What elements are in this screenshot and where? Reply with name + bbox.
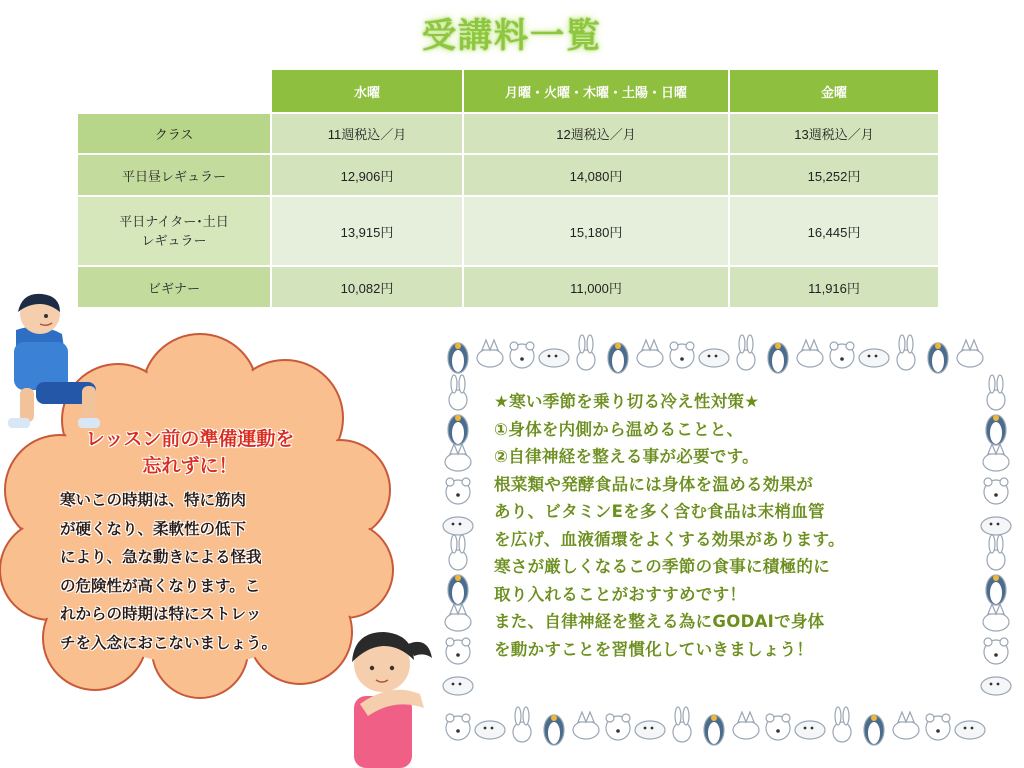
column-header-wednesday: 水曜 <box>271 69 463 113</box>
arctic-fox-icon <box>983 444 1009 471</box>
seal-icon <box>981 517 1011 535</box>
table-corner <box>77 69 271 113</box>
rabbit-icon <box>987 375 1005 410</box>
polar-bear-icon <box>926 714 950 740</box>
penguin-icon <box>608 343 628 373</box>
table-cell: 15,252円 <box>729 154 939 196</box>
polar-bear-icon <box>670 342 694 368</box>
table-cell: 12,906円 <box>271 154 463 196</box>
penguin-icon <box>448 575 468 605</box>
penguin-icon <box>704 715 724 745</box>
arctic-fox-icon <box>797 340 823 367</box>
penguin-icon <box>986 415 1006 445</box>
arctic-fox-icon <box>957 340 983 367</box>
seal-icon <box>635 721 665 739</box>
rabbit-icon <box>449 375 467 410</box>
rabbit-icon <box>449 535 467 570</box>
polar-bear-icon <box>446 638 470 664</box>
row-label-weekday-daytime-regular: 平日昼レギュラー <box>77 154 271 196</box>
penguin-icon <box>544 715 564 745</box>
polar-bear-icon <box>446 714 470 740</box>
seal-icon <box>443 677 473 695</box>
row-label-night-weekend-regular: 平日ナイター･土日 レギュラー <box>77 196 271 266</box>
table-class-row <box>77 113 939 154</box>
girl-stretching-illustration <box>330 618 440 768</box>
table-cell: 14,080円 <box>463 154 729 196</box>
table-cell: 11週税込／月 <box>271 113 463 154</box>
seal-icon <box>955 721 985 739</box>
table-cell: 13週税込／月 <box>729 113 939 154</box>
penguin-icon <box>864 715 884 745</box>
penguin-icon <box>768 343 788 373</box>
arctic-fox-icon <box>573 712 599 739</box>
seal-icon <box>859 349 889 367</box>
arctic-fox-icon <box>983 604 1009 631</box>
arctic-fox-icon <box>445 604 471 631</box>
arctic-fox-icon <box>637 340 663 367</box>
seal-icon <box>443 517 473 535</box>
seal-icon <box>699 349 729 367</box>
seal-icon <box>981 677 1011 695</box>
polar-bear-icon <box>984 478 1008 504</box>
arctic-fox-icon <box>733 712 759 739</box>
penguin-icon <box>448 343 468 373</box>
polar-bear-icon <box>766 714 790 740</box>
column-header-friday: 金曜 <box>729 69 939 113</box>
polar-bear-icon <box>830 342 854 368</box>
rabbit-icon <box>737 335 755 370</box>
arctic-fox-icon <box>445 444 471 471</box>
table-row <box>77 154 939 196</box>
table-cell: 15,180円 <box>463 196 729 266</box>
rabbit-icon <box>833 707 851 742</box>
table-cell: 12週税込／月 <box>463 113 729 154</box>
fee-table <box>76 68 940 309</box>
table-cell: 16,445円 <box>729 196 939 266</box>
penguin-icon <box>928 343 948 373</box>
seal-icon <box>475 721 505 739</box>
table-header-row <box>77 69 939 113</box>
page-title: 受講料一覧 <box>422 16 602 56</box>
polar-bear-icon <box>606 714 630 740</box>
table-row <box>77 196 939 266</box>
row-label-beginner: ビギナー <box>77 266 271 308</box>
arctic-fox-icon <box>477 340 503 367</box>
penguin-icon <box>448 415 468 445</box>
warning-title: レッスン前の準備運動を 忘れずに！ <box>85 428 295 477</box>
cold-weather-tips-text: ★寒い季節を乗り切る冷え性対策★ ①身体を内側から温めることと、 ②自律神経を整える事が必要です。 根菜類や発酵食品には身体を温める効果が あり、ビタミンEを多く含む食品は末梢血管 を広げ、血液循環をよくする効果があります。 寒さが厳しくなるこの季節の食事に積極的に 取り入れることがおすすめです！ また、自律神経を整える為にGODAIで身体 を動かすことを習慣化していきましょう！ <box>494 392 845 659</box>
column-header-mon-tue-thu-sat-sun: 月曜・火曜・木曜・土陽・日曜 <box>463 69 729 113</box>
table-cell: 11,916円 <box>729 266 939 308</box>
polar-bear-icon <box>510 342 534 368</box>
seal-icon <box>539 349 569 367</box>
table-cell: 10,082円 <box>271 266 463 308</box>
seal-icon <box>795 721 825 739</box>
polar-bear-icon <box>984 638 1008 664</box>
rabbit-icon <box>987 535 1005 570</box>
warning-body: 寒いこの時期は、特に筋肉 が硬くなり、柔軟性の低下 により、急な動きによる怪我 の危険性が高くなります。こ れからの時期は特にストレッ チを入念におこないましょう。 <box>60 491 278 652</box>
rabbit-icon <box>513 707 531 742</box>
penguin-icon <box>986 575 1006 605</box>
rabbit-icon <box>897 335 915 370</box>
arctic-fox-icon <box>893 712 919 739</box>
boy-stretching-illustration <box>0 290 110 440</box>
polar-bear-icon <box>446 478 470 504</box>
rabbit-icon <box>673 707 691 742</box>
table-cell: 11,000円 <box>463 266 729 308</box>
rabbit-icon <box>577 335 595 370</box>
row-label-class: クラス <box>77 113 271 154</box>
table-cell: 13,915円 <box>271 196 463 266</box>
table-row <box>77 266 939 308</box>
